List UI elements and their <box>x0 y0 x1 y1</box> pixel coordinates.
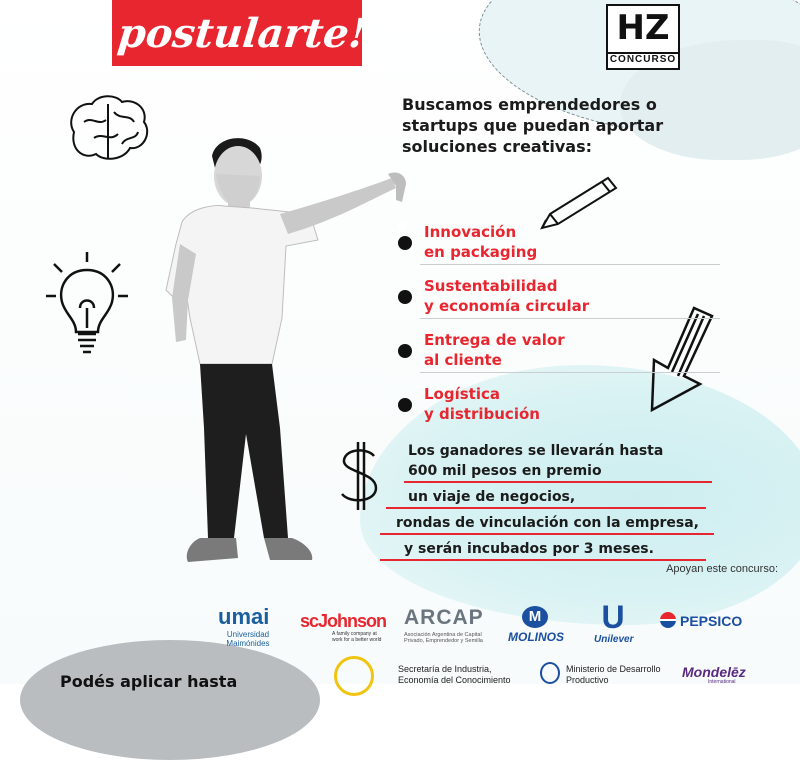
category-line: Innovación <box>424 223 517 241</box>
category-label <box>424 276 704 316</box>
hz-logo-subtitle: CONCURSO <box>606 52 680 68</box>
brain-icon <box>64 92 152 166</box>
bullet-icon <box>398 344 412 358</box>
prize-text: 600 mil pesos en premio <box>408 463 602 479</box>
arcap-logo-subtitle: Asociación Argentina de Capital Privado, Emprendedor y Semilla <box>404 632 483 644</box>
prize-text: un viaje de negocios, <box>408 489 576 505</box>
hz-logo-letters: HZ <box>616 8 670 48</box>
intro-text: Buscamos emprendedores o startups que puedan aportar soluciones creativas: <box>402 95 664 156</box>
bullet-icon <box>398 290 412 304</box>
pepsico-logo: PEPSICO <box>680 613 743 629</box>
divider <box>420 264 720 265</box>
underline <box>386 507 706 509</box>
underline <box>380 533 714 535</box>
arcap-logo: ARCAP <box>404 606 484 629</box>
divider <box>420 318 720 319</box>
ministerio-logo: Ministerio de Desarrollo Productivo <box>566 664 661 685</box>
yellow-logo-icon <box>334 656 374 696</box>
category-line: en packaging <box>424 243 538 261</box>
unilever-logo-icon: U <box>601 599 625 635</box>
mondelez-logo: Mondelēz <box>682 664 746 680</box>
category-line: y economía circular <box>424 297 590 315</box>
category-line: al cliente <box>424 351 502 369</box>
prize-text: rondas de vinculación con la empresa, <box>396 515 699 531</box>
underline <box>404 481 712 483</box>
scjohnson-logo: scJohnson <box>300 611 387 631</box>
category-line: y distribución <box>424 405 540 423</box>
category-label <box>424 384 704 424</box>
bullet-icon <box>398 236 412 250</box>
category-line: Logística <box>424 385 500 403</box>
prize-text: Los ganadores se llevarán hasta <box>408 443 664 459</box>
category-line: Entrega de valor <box>424 331 565 349</box>
scjohnson-logo-subtitle: A family company at work for a better world <box>332 631 382 643</box>
secretaria-logo: Secretaría de Industria, Economía del Conocimiento <box>398 664 511 685</box>
umai-logo-subtitle: Universidad Maimónides <box>226 630 270 648</box>
umai-logo: umai <box>218 604 270 629</box>
apply-deadline-text: Podés aplicar hasta <box>60 672 238 691</box>
underline <box>380 559 706 561</box>
page-title: postularte! <box>115 10 369 57</box>
divider <box>420 372 720 373</box>
lightbulb-icon <box>44 248 130 364</box>
molinos-logo-icon: M <box>522 606 548 628</box>
category-label <box>424 330 704 370</box>
category-label <box>424 222 704 262</box>
ministerio-seal-icon <box>540 662 560 684</box>
molinos-logo: MOLINOS <box>508 630 564 644</box>
category-line: Sustentabilidad <box>424 277 558 295</box>
prize-text: y serán incubados por 3 meses. <box>404 541 654 557</box>
decorative-blob <box>20 640 320 760</box>
pepsico-logo-icon <box>660 612 676 628</box>
bullet-icon <box>398 398 412 412</box>
unilever-logo: Unilever <box>594 634 634 645</box>
category-item <box>398 384 698 434</box>
person-illustration <box>160 128 430 578</box>
mondelez-logo-subtitle: International <box>708 679 736 685</box>
supporters-label: Apoyan este concurso: <box>666 563 778 575</box>
